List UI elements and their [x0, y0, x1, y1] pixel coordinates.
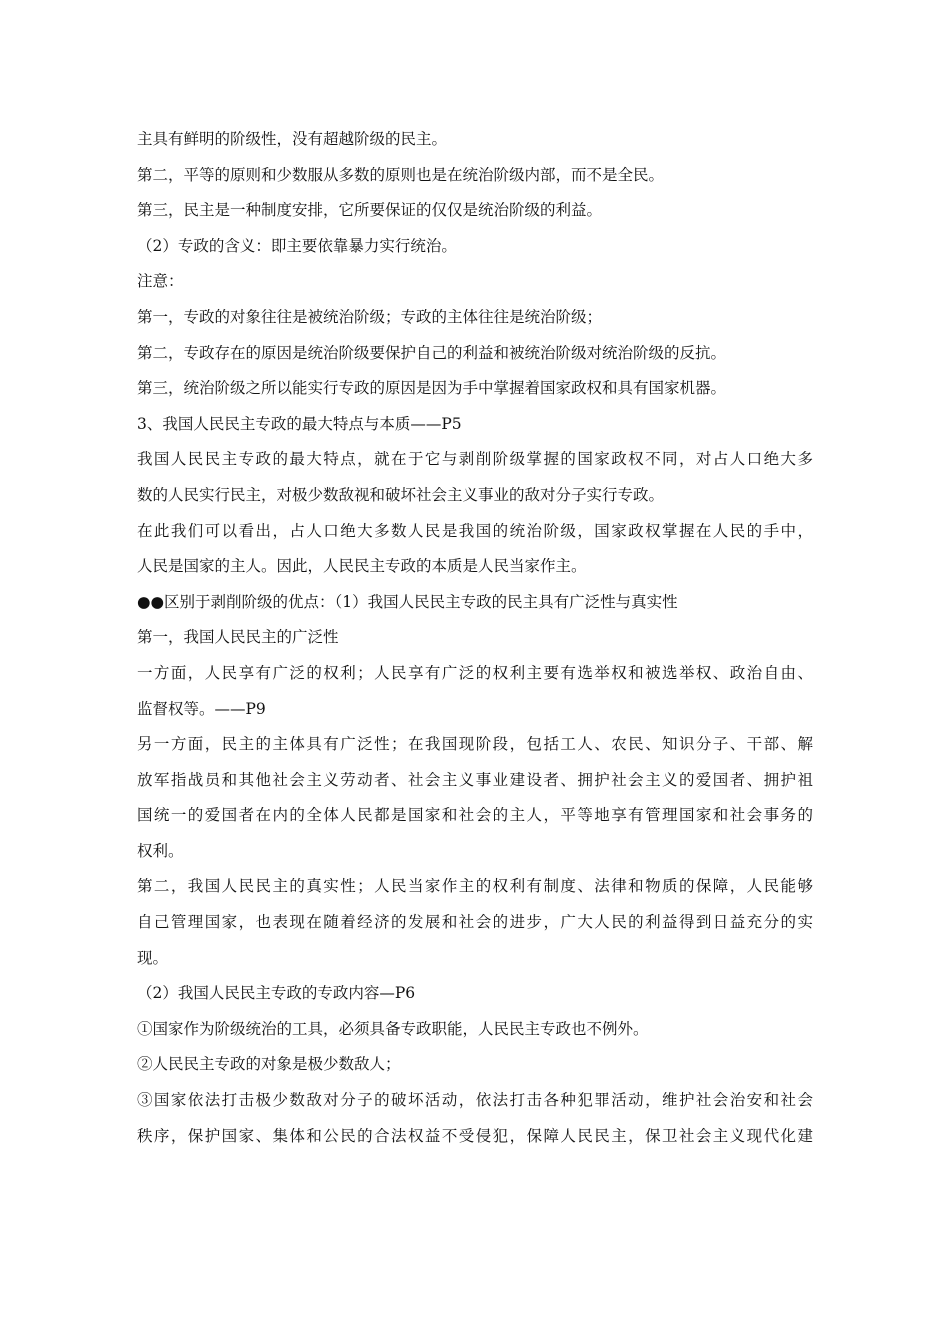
text-line: ②人民民主专政的对象是极少数敌人；	[137, 1055, 401, 1074]
text-line: 人民是国家的主人。因此，人民民主专政的本质是人民当家作主。	[137, 557, 587, 576]
text-line: 放军指战员和其他社会主义劳动者、社会主义事业建设者、拥护社会主义的爱国者、拥护祖	[137, 770, 813, 789]
text-line: 权利。	[137, 841, 184, 860]
text-line: ●●区别于剥削阶级的优点：（1）我国人民民主专政的民主具有广泛性与真实性	[137, 592, 678, 611]
text-line: ③国家依法打击极少数敌对分子的破坏活动，依法打击各种犯罪活动，维护社会治安和社会	[137, 1091, 813, 1110]
text-line: 第一，我国人民民主的广泛性	[137, 628, 339, 647]
text-line: 一方面，人民享有广泛的权利；人民享有广泛的权利主要有选举权和被选举权、政治自由、	[137, 663, 813, 682]
text-line: 我国人民民主专政的最大特点，就在于它与剥削阶级掌握的国家政权不同，对占人口绝大多	[137, 450, 813, 469]
text-line: （2）我国人民民主专政的专政内容—P6	[137, 984, 416, 1003]
text-line: 第二，平等的原则和少数服从多数的原则也是在统治阶级内部，而不是全民。	[137, 165, 665, 184]
text-line: 3、我国人民民主专政的最大特点与本质——P5	[137, 414, 462, 433]
text-line: 第三，统治阶级之所以能实行专政的原因是因为手中掌握着国家政权和具有国家机器。	[137, 379, 727, 398]
text-line: 秩序，保护国家、集体和公民的合法权益不受侵犯，保障人民民主，保卫社会主义现代化建	[137, 1126, 813, 1145]
text-line: 第二，我国人民民主的真实性；人民当家作主的权利有制度、法律和物质的保障，人民能够	[137, 877, 813, 896]
text-line: 另一方面，民主的主体具有广泛性；在我国现阶段，包括工人、农民、知识分子、干部、解	[137, 735, 813, 754]
text-line: 现。	[137, 948, 169, 967]
text-line: 第一，专政的对象往往是被统治阶级；专政的主体往往是统治阶级；	[137, 307, 603, 326]
text-line: （2）专政的含义：即主要依靠暴力实行统治。	[137, 236, 457, 255]
text-line: 第二，专政存在的原因是统治阶级要保护自己的利益和被统治阶级对统治阶级的反抗。	[137, 343, 727, 362]
text-line: 在此我们可以看出，占人口绝大多数人民是我国的统治阶级，国家政权掌握在人民的手中，	[137, 521, 813, 540]
text-line: 监督权等。——P9	[137, 699, 266, 718]
text-line: 主具有鲜明的阶级性，没有超越阶级的民主。	[137, 130, 448, 148]
text-line: 注意：	[137, 272, 184, 291]
text-line: ①国家作为阶级统治的工具，必须具备专政职能，人民民主专政也不例外。	[137, 1019, 649, 1038]
text-line: 国统一的爱国者在内的全体人民都是国家和社会的主人，平等地享有管理国家和社会事务的	[137, 806, 813, 825]
document-body	[137, 122, 813, 1154]
text-line: 第三，民主是一种制度安排，它所要保证的仅仅是统治阶级的利益。	[137, 201, 603, 220]
text-line: 数的人民实行民主，对极少数敌视和破坏社会主义事业的敌对分子实行专政。	[137, 485, 665, 504]
text-line: 自己管理国家，也表现在随着经济的发展和社会的进步，广大人民的利益得到日益充分的实	[137, 913, 813, 932]
